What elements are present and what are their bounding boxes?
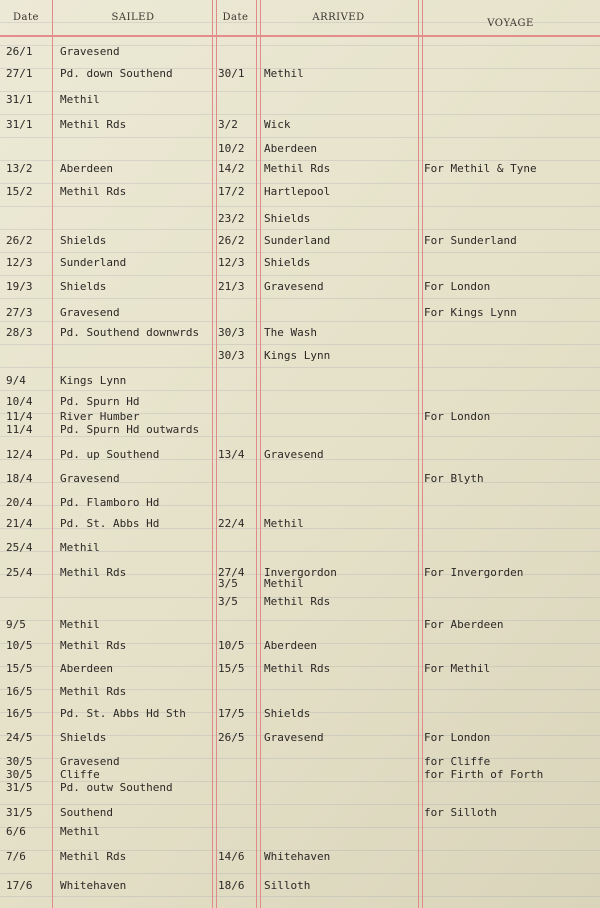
arrived-date: 14/6: [218, 850, 245, 863]
voyage-note: for Silloth: [424, 806, 497, 819]
sailed-date: 9/4: [6, 374, 26, 387]
sailed-date: 11/4: [6, 423, 33, 436]
sailed-place: Cliffe: [60, 768, 100, 781]
sailed-date: 10/4: [6, 395, 33, 408]
arrived-date: 26/5: [218, 731, 245, 744]
sailed-place: Methil Rds: [60, 850, 127, 863]
column-rule: [52, 0, 53, 908]
header-date-sailed: Date: [13, 12, 39, 23]
header-rule: [0, 35, 600, 37]
arrived-place: Shields: [264, 707, 311, 720]
sailed-date: 28/3: [6, 326, 33, 339]
sailed-place: Methil: [60, 93, 100, 106]
sailed-date: 31/5: [6, 781, 33, 794]
arrived-place: Silloth: [264, 879, 311, 892]
arrived-place: Hartlepool: [264, 185, 331, 198]
sailed-date: 11/4: [6, 410, 33, 423]
sailed-place: Methil Rds: [60, 639, 127, 652]
arrived-date: 12/3: [218, 256, 245, 269]
sailed-place: Gravesend: [60, 472, 120, 485]
sailed-place: Gravesend: [60, 755, 120, 768]
sailed-place: Shields: [60, 731, 107, 744]
voyage-note: For Blyth: [424, 472, 484, 485]
column-rule: [256, 0, 261, 908]
arrived-date: 3/5: [218, 577, 238, 590]
sailed-place: Shields: [60, 234, 107, 247]
arrived-place: Methil Rds: [264, 595, 331, 608]
sailed-place: Aberdeen: [60, 162, 113, 175]
sailed-date: 25/4: [6, 566, 33, 579]
sailed-date: 18/4: [6, 472, 33, 485]
arrived-date: 26/2: [218, 234, 245, 247]
sailed-date: 25/4: [6, 541, 33, 554]
arrived-place: Methil: [264, 517, 304, 530]
sailed-date: 16/5: [6, 707, 33, 720]
arrived-place: Sunderland: [264, 234, 331, 247]
arrived-date: 18/6: [218, 879, 245, 892]
sailed-place: Pd. up Southend: [60, 448, 160, 461]
sailed-date: 15/2: [6, 185, 33, 198]
arrived-date: 10/5: [218, 639, 245, 652]
arrived-date: 21/3: [218, 280, 245, 293]
arrived-date: 27/4: [218, 566, 245, 579]
sailed-date: 27/3: [6, 306, 33, 319]
arrived-date: 17/5: [218, 707, 245, 720]
arrived-date: 10/2: [218, 142, 245, 155]
header-voyage: VOYAGE: [487, 18, 534, 29]
sailed-place: Whitehaven: [60, 879, 127, 892]
sailed-date: 20/4: [6, 496, 33, 509]
voyage-note: For Kings Lynn: [424, 306, 517, 319]
arrived-date: 23/2: [218, 212, 245, 225]
sailed-place: Pd. St. Abbs Hd: [60, 517, 160, 530]
sailed-place: Pd. Flamboro Hd: [60, 496, 160, 509]
voyage-note: For London: [424, 731, 491, 744]
sailed-date: 6/6: [6, 825, 26, 838]
sailed-date: 21/4: [6, 517, 33, 530]
sailed-date: 26/1: [6, 45, 33, 58]
arrived-place: Methil Rds: [264, 162, 331, 175]
arrived-date: 22/4: [218, 517, 245, 530]
arrived-place: Methil: [264, 67, 304, 80]
sailed-date: 30/5: [6, 768, 33, 781]
sailed-place: Methil: [60, 618, 100, 631]
arrived-place: Gravesend: [264, 280, 324, 293]
sailed-date: 13/2: [6, 162, 33, 175]
voyage-note: For Methil & Tyne: [424, 162, 537, 175]
arrived-place: Gravesend: [264, 731, 324, 744]
sailed-date: 19/3: [6, 280, 33, 293]
sailed-place: Pd. Spurn Hd: [60, 395, 140, 408]
arrived-date: 3/2: [218, 118, 238, 131]
arrived-place: Invergordon: [264, 566, 337, 579]
sailed-date: 9/5: [6, 618, 26, 631]
sailed-date: 15/5: [6, 662, 33, 675]
arrived-date: 30/3: [218, 349, 245, 362]
sailed-place: Methil Rds: [60, 185, 127, 198]
sailed-place: Kings Lynn: [60, 374, 127, 387]
column-rule: [418, 0, 423, 908]
sailed-date: 27/1: [6, 67, 33, 80]
header-date-arrived: Date: [222, 12, 249, 23]
arrived-place: Aberdeen: [264, 142, 317, 155]
sailed-place: Methil Rds: [60, 118, 127, 131]
arrived-place: Gravesend: [264, 448, 324, 461]
voyage-note: For Aberdeen: [424, 618, 504, 631]
arrived-place: Wick: [264, 118, 291, 131]
sailed-place: River Humber: [60, 410, 140, 423]
sailed-date: 24/5: [6, 731, 33, 744]
arrived-place: The Wash: [264, 326, 317, 339]
sailed-place: Southend: [60, 806, 113, 819]
sailed-place: Shields: [60, 280, 107, 293]
sailed-place: Pd. St. Abbs Hd Sth: [60, 707, 186, 720]
sailed-place: Sunderland: [60, 256, 127, 269]
sailed-date: 17/6: [6, 879, 33, 892]
voyage-note: for Cliffe: [424, 755, 491, 768]
arrived-date: 17/2: [218, 185, 245, 198]
arrived-place: Kings Lynn: [264, 349, 331, 362]
sailed-place: Pd. Spurn Hd outwards: [60, 423, 200, 436]
sailed-date: 31/1: [6, 93, 33, 106]
arrived-place: Shields: [264, 212, 311, 225]
column-rule: [212, 0, 217, 908]
sailed-date: 30/5: [6, 755, 33, 768]
arrived-place: Methil Rds: [264, 662, 331, 675]
sailed-date: 10/5: [6, 639, 33, 652]
header-arrived: ARRIVED: [312, 12, 365, 23]
sailed-date: 31/1: [6, 118, 33, 131]
sailed-place: Pd. Southend downwrds: [60, 326, 200, 339]
sailed-place: Methil Rds: [60, 685, 127, 698]
arrived-date: 14/2: [218, 162, 245, 175]
sailed-date: 12/4: [6, 448, 33, 461]
sailed-place: Aberdeen: [60, 662, 113, 675]
arrived-date: 13/4: [218, 448, 245, 461]
sailed-place: Gravesend: [60, 45, 120, 58]
arrived-place: Whitehaven: [264, 850, 331, 863]
sailed-date: 26/2: [6, 234, 33, 247]
arrived-place: Methil: [264, 577, 304, 590]
voyage-note: For Methil: [424, 662, 491, 675]
sailed-place: Methil: [60, 541, 100, 554]
sailed-date: 7/6: [6, 850, 26, 863]
arrived-date: 15/5: [218, 662, 245, 675]
sailed-place: Pd. outw Southend: [60, 781, 173, 794]
voyage-note: For London: [424, 410, 491, 423]
sailed-date: 16/5: [6, 685, 33, 698]
sailed-place: Pd. down Southend: [60, 67, 173, 80]
voyage-note: for Firth of Forth: [424, 768, 544, 781]
header-sailed: SAILED: [111, 12, 155, 23]
voyage-note: For London: [424, 280, 491, 293]
voyage-note: For Invergorden: [424, 566, 524, 579]
arrived-date: 30/3: [218, 326, 245, 339]
arrived-date: 30/1: [218, 67, 245, 80]
sailed-date: 12/3: [6, 256, 33, 269]
voyage-note: For Sunderland: [424, 234, 517, 247]
sailed-place: Methil: [60, 825, 100, 838]
arrived-place: Shields: [264, 256, 311, 269]
arrived-date: 3/5: [218, 595, 238, 608]
sailed-date: 31/5: [6, 806, 33, 819]
arrived-place: Aberdeen: [264, 639, 317, 652]
sailed-place: Gravesend: [60, 306, 120, 319]
sailed-place: Methil Rds: [60, 566, 127, 579]
